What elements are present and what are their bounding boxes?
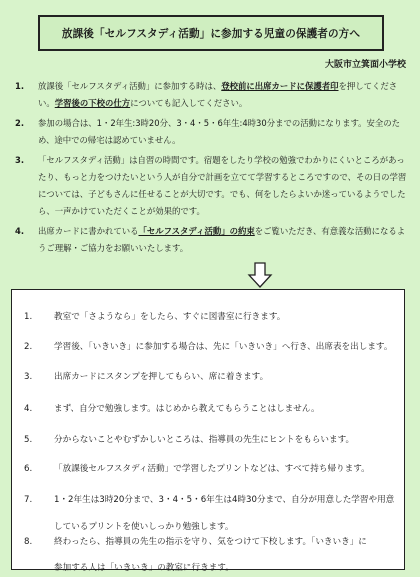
note-text	[38, 78, 411, 112]
note-text-part: 参加の場合は、1・2年生:3時20分、3・4・5・6年生:4時30分までの活動になります。安全のため、途中での帰宅は認めていません。	[38, 118, 401, 145]
rule-text: 終わったら、指導員の先生の指示を守り、気をつけて下校します。「いきいき」に	[54, 537, 367, 547]
rule-text: 「放課後セルフスタディ活動」で学習したプリントなどは、すべて持ち帰ります。	[54, 464, 370, 474]
note-item-3	[11, 152, 411, 220]
rule-number: 6.	[24, 464, 33, 474]
rule-number: 4.	[24, 404, 33, 414]
notice-title: 放課後「セルフスタディ活動」に参加する児童の保護者の方へ	[61, 27, 361, 40]
note-number: 2.	[15, 118, 25, 128]
parent-notes-list	[11, 78, 411, 260]
note-text	[38, 223, 411, 257]
note-emphasis: 「セルフスタディ活動」の約束	[138, 226, 255, 236]
rule-number: 1.	[24, 312, 33, 322]
rule-number: 5.	[24, 435, 33, 445]
note-item-2	[11, 115, 411, 149]
note-text	[38, 115, 411, 149]
note-text-part: をご覧いただき、有意義な活動になるようご理解・ご協力をお願いいたします。	[38, 226, 406, 253]
rule-text: 学習後、「いきいき」に参加する場合は、先に「いきいき」へ行き、出席表を出します。	[54, 342, 393, 352]
note-number: 3.	[15, 155, 25, 165]
rule-text: 出席カードにスタンプを押してもらい、席に着きます。	[54, 372, 269, 382]
rule-number: 3.	[24, 372, 33, 382]
note-emphasis: 学習後の下校の仕方	[54, 98, 131, 108]
rule-text: まず、自分で勉強します。はじめから教えてもらうことはしません。	[54, 404, 320, 414]
note-text-part: 「セルフスタディ活動」は自習の時間です。宿題をしたり学校の勉強でわかりにくいところがあったり、もっと力をつけたいという人が自分で計画を立てて学習するところですので、その日の学習については、子どもさんに任せることが大切です。でも、何をしたらよいか迷っているようでしたら、一声かけていただくことが効果的です。	[38, 155, 407, 216]
note-text-part: 出席カードに書かれている	[38, 226, 139, 236]
note-number: 4.	[15, 226, 25, 236]
note-item-4	[11, 223, 411, 257]
rule-text: 教室で「さようなら」をしたら、すぐに図書室に行きます。	[54, 312, 286, 322]
rule-text-continued: しているプリントを使いしっかり勉強します。	[54, 522, 234, 532]
rule-text-continued: 参加する人は「いきいき」の教室に行きます。	[54, 563, 234, 573]
rule-number: 8.	[24, 537, 33, 547]
rule-number: 7.	[24, 495, 33, 505]
down-arrow-icon	[247, 262, 273, 288]
rules-box	[11, 289, 405, 573]
note-number: 1.	[15, 81, 25, 91]
school-name: 大阪市立箕面小学校	[324, 60, 406, 70]
note-text	[38, 152, 411, 220]
note-text-part: を押してください。	[38, 81, 398, 108]
rule-number: 2.	[24, 342, 33, 352]
note-item-1	[11, 78, 411, 112]
note-text-part: についても記入してください。	[130, 98, 248, 108]
rule-text: 分からないことやむずかしいところは、指導員の先生にヒントをもらいます。	[54, 435, 355, 445]
note-text-part: 放課後「セルフスタディ活動」に参加する時は、	[38, 81, 222, 91]
rule-text: 1・2年生は3時20分まで、3・4・5・6年生は4時30分まで、自分が用意した学習や用意	[54, 495, 395, 505]
note-emphasis: 登校前に出席カードに保護者印	[221, 81, 339, 91]
notice-title-box	[38, 15, 384, 51]
